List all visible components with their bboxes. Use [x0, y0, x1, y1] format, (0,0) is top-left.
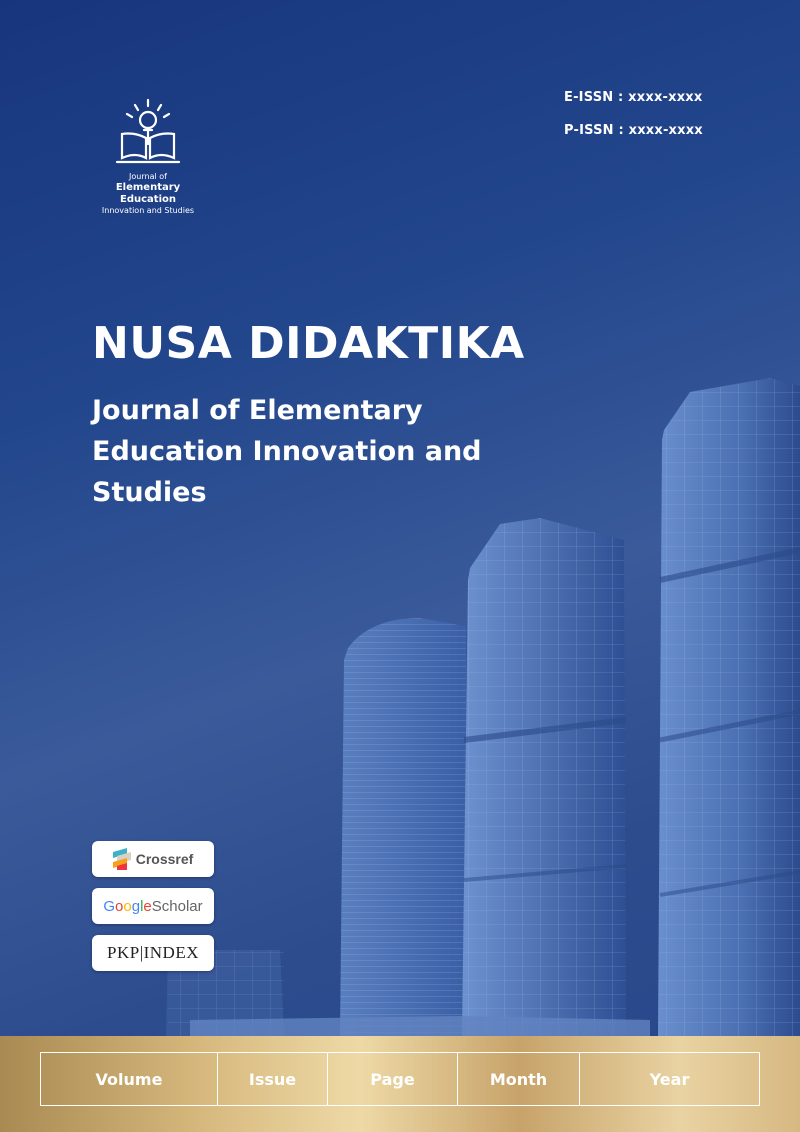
google-letter: o [123, 897, 132, 915]
volume-cell: Volume [41, 1053, 218, 1105]
google-letter: G [103, 897, 116, 915]
google-letter: g [131, 897, 141, 915]
e-issn: E-ISSN : xxxx-xxxx [564, 90, 703, 105]
google-logo [103, 898, 151, 915]
google-letter: l [140, 897, 144, 915]
pkp-index-badge[interactable] [92, 935, 214, 971]
journal-title: NUSA DIDAKTIKA [92, 318, 525, 369]
crossref-icon [113, 848, 131, 870]
year-cell: Year [649, 1069, 690, 1089]
journal-subtitle: Journal of Elementary Education Innovation and Studies [92, 395, 482, 508]
google-scholar-badge[interactable] [92, 888, 214, 924]
crossref-badge[interactable] [92, 841, 214, 877]
google-letter: e [143, 897, 152, 915]
logo-line-3: Innovation and Studies [101, 206, 195, 215]
google-letter: o [115, 897, 124, 915]
issue-info-table [40, 1052, 760, 1106]
p-issn: P-ISSN : xxxx-xxxx [564, 123, 703, 138]
scholar-label: Scholar [151, 897, 203, 915]
footer-band [0, 1036, 800, 1132]
page-cell: Page [328, 1053, 458, 1105]
journal-logo [88, 96, 208, 216]
month-cell: Month [458, 1053, 580, 1105]
pkp-index-label: PKP|INDEX [107, 943, 199, 962]
logo-line-2: Elementary Education [115, 182, 181, 205]
logo-line-1: Journal of [129, 172, 167, 181]
issue-cell: Issue [218, 1053, 328, 1105]
crossref-label: Crossref [135, 851, 194, 867]
lightbulb-book-icon [113, 96, 183, 166]
